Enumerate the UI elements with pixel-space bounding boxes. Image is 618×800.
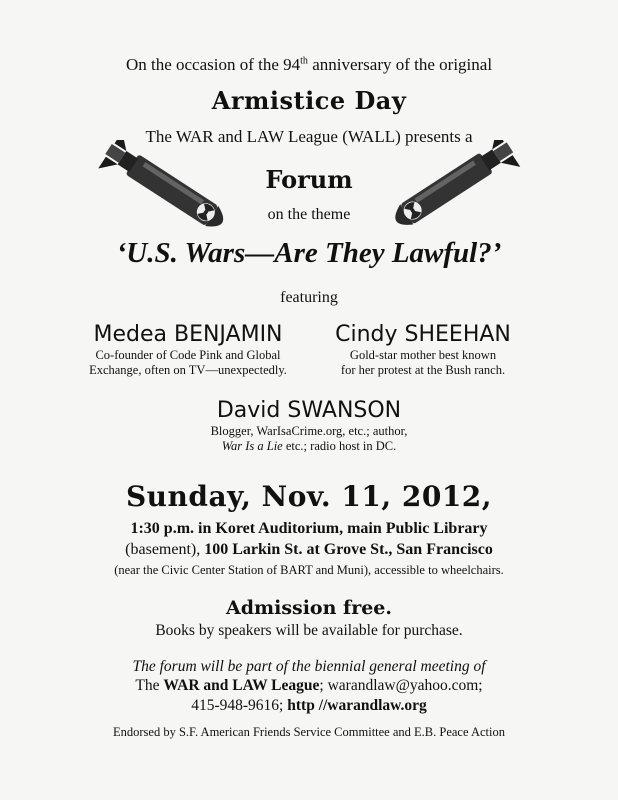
speaker-david-swanson [160, 398, 458, 454]
theme-title: ‘U.S. Wars—Are They Lawful?’ [116, 237, 502, 269]
organization-name: WAR and LAW League [163, 677, 320, 694]
speaker-last-name: BENJAMIN [173, 322, 283, 347]
venue-line-2 [0, 540, 618, 560]
speaker-first-name: David [216, 398, 281, 423]
venue-line-3: (near the Civic Center Station of BART and Muni), accessible to wheelchairs. [114, 563, 504, 577]
speaker-description-line: Gold-star mother best known [349, 348, 497, 362]
speaker-description-line [160, 439, 458, 454]
books-notice: Books by speakers will be available for purchase. [155, 622, 463, 639]
occasion-superscript: th [300, 55, 308, 67]
speaker-first-name: Cindy [335, 322, 398, 347]
format-title: Forum [265, 165, 353, 194]
occasion-line [0, 55, 618, 75]
speaker-last-name: SHEEHAN [404, 322, 511, 347]
contact-email: ; warandlaw@yahoo.com; [319, 677, 483, 694]
website-link: http //warandlaw.org [287, 697, 427, 714]
venue-address: 100 Larkin St. at Grove St., San Francisco [204, 541, 493, 558]
meeting-line-3 [0, 697, 618, 715]
venue-note: (basement), [125, 541, 205, 558]
venue-line-1: 1:30 p.m. in Koret Auditorium, main Public Library [130, 520, 488, 537]
book-title: War Is a Lie [221, 439, 283, 453]
meeting-prefix: The [135, 677, 164, 694]
admission-notice: Admission free. [225, 597, 393, 619]
speaker-name [160, 398, 458, 424]
speaker-last-name: SWANSON [287, 398, 402, 423]
occasion-suffix: anniversary of the original [307, 55, 493, 74]
speaker-description-line: Co-founder of Code Pink and Global [95, 348, 281, 362]
featuring-label: featuring [280, 289, 338, 306]
speaker-first-name: Medea [93, 322, 167, 347]
endorsement-line: Endorsed by S.F. American Friends Service Committee and E.B. Peace Action [113, 725, 505, 739]
occasion-prefix: On the occasion of the 94 [125, 55, 301, 74]
theme-intro: on the theme [267, 206, 351, 223]
presenter-line: The WAR and LAW League (WALL) presents a [145, 127, 473, 146]
contact-phone: 415-948-9616; [191, 697, 288, 714]
speaker-description-line: Blogger, WarIsaCrime.org, etc.; author, [210, 424, 408, 438]
meeting-line-1: The forum will be part of the biennial general meeting of [132, 658, 486, 675]
meeting-line-2 [0, 677, 618, 695]
speaker-cindy-sheehan [310, 322, 536, 378]
speaker-medea-benjamin [78, 322, 298, 378]
speaker-name [310, 322, 536, 348]
event-name: Armistice Day [211, 86, 407, 115]
speaker-description-rest: etc.; radio host in DC. [282, 439, 397, 453]
speaker-name [78, 322, 298, 348]
speaker-description-line: Exchange, often on TV—unexpectedly. [89, 363, 287, 377]
speaker-description-line: for her protest at the Bush ranch. [340, 363, 506, 377]
event-date: Sunday, Nov. 11, 2012, [125, 480, 493, 513]
